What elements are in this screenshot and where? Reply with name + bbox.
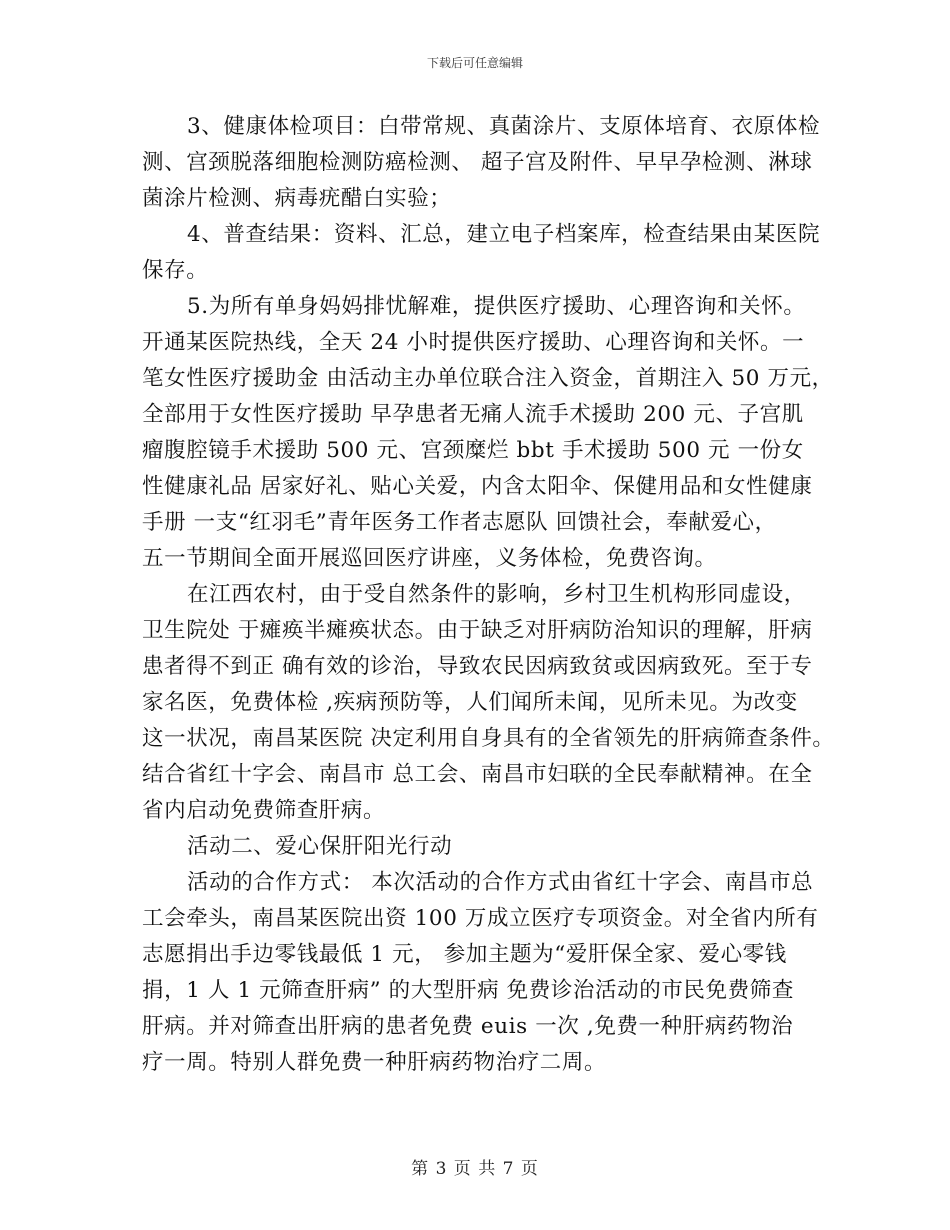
text-line: 菌涂片检测、病毒疣醋白实验； xyxy=(142,186,452,211)
text-line: 3、健康体检项目：白带常规、真菌涂片、支原体培育、衣原体检 xyxy=(187,114,821,139)
text-line: 活动二、爱心保肝阳光行动 xyxy=(187,834,453,859)
text-line: 开通某医院热线，全天 24 小时提供医疗援助、心理咨询和关怀。一 xyxy=(142,330,805,355)
text-line: 家名医，免费体检 ,疾病预防等，人们闻所未闻，见所未见。为改变 xyxy=(142,690,798,715)
page-header: 下载后可任意编辑 xyxy=(426,56,523,70)
text-line: 笔女性医疗援助金 由活动主办单位联合注入资金，首期注入 50 万元， xyxy=(142,366,834,391)
text-line: 疗一周。特别人群免费一种肝病药物治疗二周。 xyxy=(142,1050,607,1075)
page-footer: 第 3 页 共 7 页 xyxy=(411,1159,539,1179)
text-line: 患者得不到正 确有效的诊治，导致农民因病致贫或因病致死。至于专 xyxy=(142,654,813,679)
text-line: 志愿捐出手边零钱最低 1 元， 参加主题为“爱肝保全家、爱心零钱 xyxy=(142,942,787,967)
document-body xyxy=(142,112,835,1084)
text-line: 捐，1 人 1 元筛查肝病” 的大型肝病 免费诊治活动的市民免费筛查 xyxy=(142,978,794,1003)
text-line: 测、宫颈脱落细胞检测防癌检测、 超子宫及附件、早早孕检测、淋球 xyxy=(142,150,813,175)
text-line: 结合省红十字会、南昌市 总工会、南昌市妇联的全民奉献精神。在全 xyxy=(142,762,813,787)
text-line: 工会牵头，南昌某医院出资 100 万成立医疗专项资金。对全省内所有 xyxy=(142,906,819,931)
text-line: 活动的合作方式： 本次活动的合作方式由省红十字会、南昌市总 xyxy=(187,870,814,895)
text-line: 性健康礼品 居家好礼、贴心关爱，内含太阳伞、保健用品和女性健康 xyxy=(142,474,813,499)
text-line: 5.为所有单身妈妈排忧解难，提供医疗援助、心理咨询和关怀。 xyxy=(187,294,806,319)
text-line: 4、普查结果：资料、汇总，建立电子档案库，检查结果由某医院 xyxy=(187,222,821,247)
text-line: 这一状况，南昌某医院 决定利用自身具有的全省领先的肝病筛查条件。 xyxy=(142,726,835,751)
text-line: 在江西农村，由于受自然条件的影响，乡村卫生机构形同虚设， xyxy=(187,582,806,607)
text-line: 保存。 xyxy=(142,258,209,283)
text-line: 手册 一支“红羽毛”青年医务工作者志愿队 回馈社会，奉献爱心， xyxy=(142,510,777,535)
text-line: 肝病。并对筛查出肝病的患者免费 euis 一次 ,免费一种肝病药物治 xyxy=(142,1014,794,1039)
text-line: 省内启动免费筛查肝病。 xyxy=(142,798,386,823)
text-line: 五一节期间全面开展巡回医疗讲座，义务体检，免费咨询。 xyxy=(142,546,717,571)
text-line: 瘤腹腔镜手术援助 500 元、宫颈糜烂 bbt 手术援助 500 元 一份女 xyxy=(142,438,804,463)
text-line: 卫生院处 于瘫痪半瘫痪状态。由于缺乏对肝病防治知识的理解，肝病 xyxy=(142,618,813,643)
text-line: 全部用于女性医疗援助 早孕患者无痛人流手术援助 200 元、子宫肌 xyxy=(142,402,804,427)
